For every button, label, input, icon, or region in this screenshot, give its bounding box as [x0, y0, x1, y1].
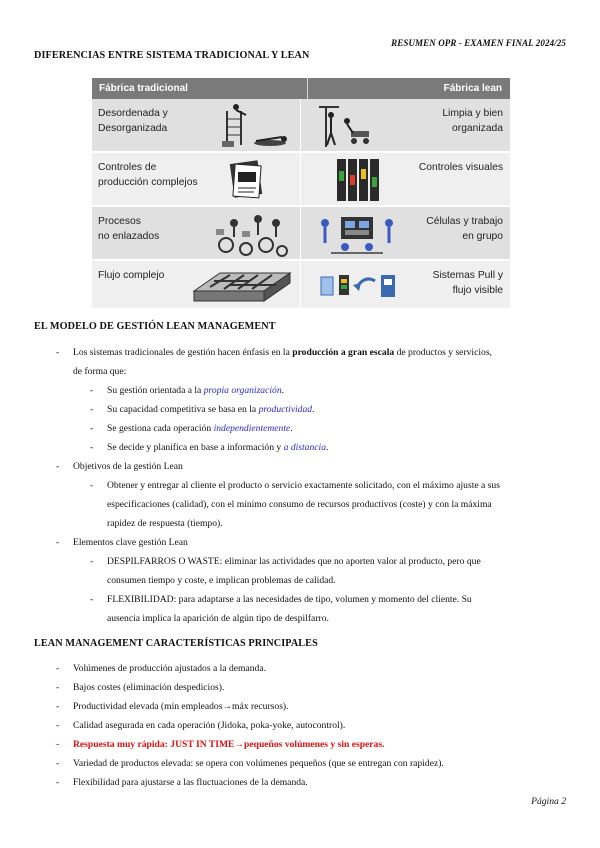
comparison-table: [92, 78, 510, 308]
bullet-dash: -: [90, 423, 94, 434]
row-left-text: no enlazados: [98, 231, 160, 242]
list-item: Se gestiona cada operación independientemente.: [107, 423, 293, 434]
table-row: [92, 153, 510, 205]
table-header: [92, 78, 510, 99]
list-item: Su capacidad competitiva se basa en la productividad.: [107, 404, 315, 415]
disconnected-processes-illustration: [212, 209, 292, 257]
header-lean: Fábrica lean: [443, 83, 502, 94]
list-item: DESPILFARROS O WASTE: eliminar las actividades que no aporten valor al producto, pero que: [107, 556, 481, 567]
row-right-text: organizada: [452, 123, 503, 134]
messy-factory-illustration: [220, 103, 298, 149]
row-right-text: en grupo: [462, 231, 503, 242]
bullet-dash: -: [90, 556, 94, 567]
row-right-text: Limpia y bien: [442, 108, 503, 119]
table-row: [92, 207, 510, 259]
list-item: consumen tiempo y coste, e implican problemas de calidad.: [107, 575, 336, 586]
section-title-lean-model: EL MODELO DE GESTIÓN LEAN MANAGEMENT: [34, 321, 276, 332]
page-header: RESUMEN OPR - EXAMEN FINAL 2024/25: [391, 38, 566, 48]
row-right-text: flujo visible: [452, 285, 503, 296]
bullet-dash: -: [56, 720, 60, 731]
pull-flow-illustration: [319, 271, 401, 301]
list-item: Variedad de productos elevada: se opera con volúmenes pequeños (que se entregan con rapidez).: [73, 758, 444, 769]
header-traditional: Fábrica tradicional: [92, 78, 308, 99]
list-item: Flexibilidad para ajustarse a las fluctuaciones de la demanda.: [73, 777, 308, 788]
row-left-text: producción complejos: [98, 177, 198, 188]
section-title-differences: DIFERENCIAS ENTRE SISTEMA TRADICIONAL Y LEAN: [34, 50, 310, 61]
row-left-text: Desordenada y: [98, 108, 168, 119]
bullet-dash: -: [56, 777, 60, 788]
bullet-dash: -: [56, 701, 60, 712]
clean-factory-illustration: [309, 103, 379, 149]
row-right-text: Sistemas Pull y: [432, 270, 503, 281]
section-title-lean-features: LEAN MANAGEMENT CARACTERÍSTICAS PRINCIPALES: [34, 638, 318, 649]
list-item: especificaciones (calidad), con el mínimo consumo de recursos productivos (coste) y con la máxima: [107, 499, 492, 510]
list-item: FLEXIBILIDAD: para adaptarse a las necesidades de tipo, volumen y momento del cliente. Su: [107, 594, 472, 605]
complex-flow-maze-illustration: [190, 265, 294, 305]
list-item: Su gestión orientada a la propia organización.: [107, 385, 285, 396]
bullet-dash: -: [90, 594, 94, 605]
bullet-dash: -: [90, 480, 94, 491]
page-number: Página 2: [531, 796, 566, 807]
row-left-text: Controles de: [98, 162, 157, 173]
row-left-text: Flujo complejo: [98, 270, 165, 281]
bullet-dash: -: [56, 758, 60, 769]
list-item: Productividad elevada (mín empleados→máx recursos).: [73, 701, 289, 712]
visual-controls-illustration: [335, 157, 381, 203]
bullet-dash: -: [90, 385, 94, 396]
row-right-text: Células y trabajo: [426, 216, 503, 227]
table-row: [92, 261, 510, 308]
row-left-text: Procesos: [98, 216, 141, 227]
list-item: ausencia implica la aparición de algún tipo de despilfarro.: [107, 613, 329, 624]
bullet-dash: -: [90, 442, 94, 453]
list-item: Obtener y entregar al cliente el producto o servicio exactamente solicitado, con el máximo ajuste a sus: [107, 480, 500, 491]
list-item: Bajos costes (eliminación despedicios).: [73, 682, 225, 693]
work-cells-illustration: [315, 209, 401, 257]
list-item: Calidad asegurada en cada operación (Jidoka, poka-yoke, autocontrol).: [73, 720, 346, 731]
report-stack-illustration: [228, 158, 268, 202]
bullet-dash: -: [56, 663, 60, 674]
list-item: Objetivos de la gestión Lean: [73, 461, 183, 472]
list-item: Los sistemas tradicionales de gestión hacen énfasis en la producción a gran escala de productos y servicios,: [73, 347, 492, 358]
list-item: Volúmenes de producción ajustados a la demanda.: [73, 663, 266, 674]
bullet-dash: -: [90, 404, 94, 415]
bullet-dash: -: [56, 347, 60, 358]
bullet-dash: -: [56, 682, 60, 693]
bullet-dash: -: [56, 537, 60, 548]
list-item: Elementos clave gestión Lean: [73, 537, 188, 548]
bullet-dash: -: [56, 461, 60, 472]
list-item: rapidez de respuesta (tiempo).: [107, 518, 223, 529]
list-item: Se decide y planifica en base a información y a distancia.: [107, 442, 329, 453]
table-row: [92, 99, 510, 151]
row-left-text: Desorganizada: [98, 123, 168, 134]
bullet-dash: -: [56, 739, 60, 750]
row-right-text: Controles visuales: [418, 162, 503, 173]
list-item-highlight: Respuesta muy rápida: JUST IN TIME→pequeños volúmenes y sin esperas.: [73, 739, 385, 750]
list-item: de forma que:: [73, 366, 127, 377]
